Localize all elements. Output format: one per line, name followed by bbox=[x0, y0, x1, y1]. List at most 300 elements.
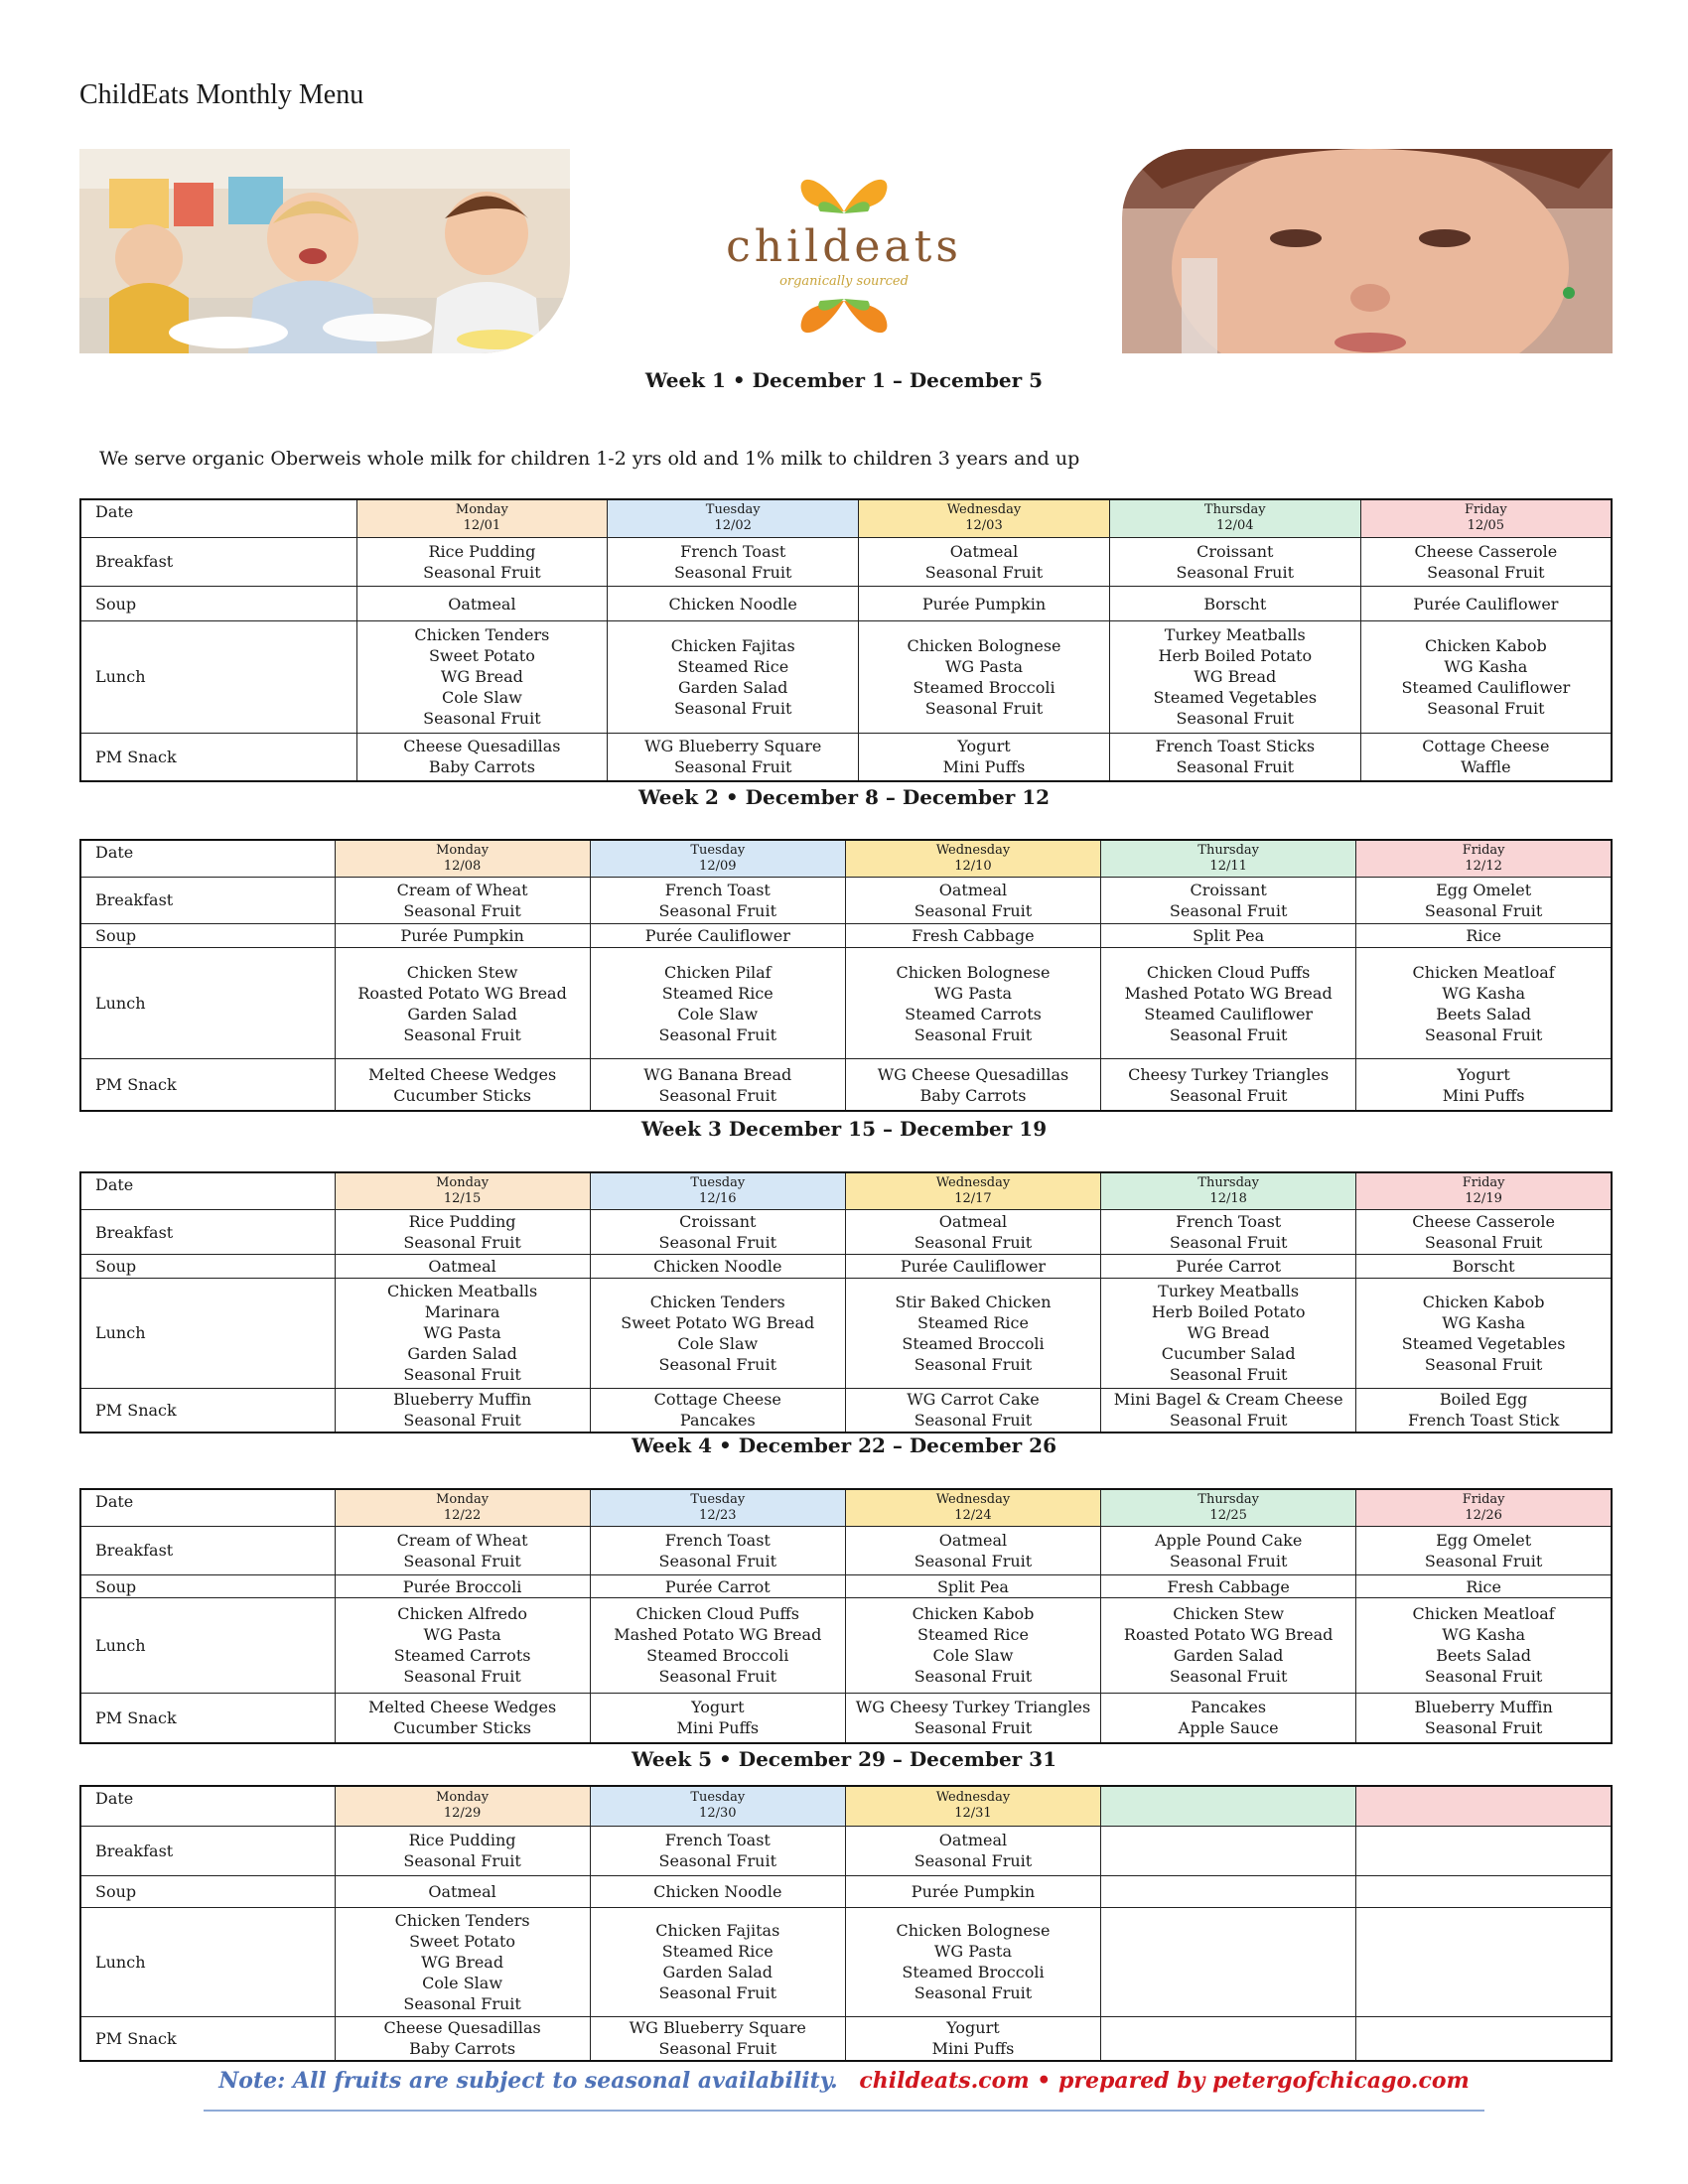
breakfast-item: Rice Pudding bbox=[428, 541, 536, 561]
breakfast-item: Seasonal Fruit bbox=[423, 562, 541, 582]
snack-item: Baby Carrots bbox=[409, 2039, 516, 2059]
day-date: 12/15 bbox=[443, 1190, 482, 1206]
day-date: 12/23 bbox=[699, 1508, 737, 1524]
date-row-label: Date bbox=[80, 499, 356, 537]
date-cell bbox=[1356, 1172, 1612, 1209]
breakfast-item: Seasonal Fruit bbox=[924, 562, 1044, 582]
soup-cell bbox=[590, 923, 845, 947]
soup-item: Split Pea bbox=[936, 1576, 1009, 1596]
snack-item: Pancakes bbox=[1191, 1698, 1267, 1717]
breakfast-cell bbox=[1356, 1209, 1612, 1255]
breakfast-item: Cheese Casserole bbox=[1412, 1212, 1556, 1232]
lunch-cell bbox=[1101, 1907, 1356, 2016]
snack-cell bbox=[608, 733, 859, 781]
breakfast-cell bbox=[590, 1826, 845, 1875]
week-4-title: Week 4 • December 22 – December 26 bbox=[632, 1433, 1056, 1457]
date-cell bbox=[1109, 499, 1360, 537]
soup-item: Purée Pumpkin bbox=[911, 1881, 1036, 1901]
snack-cell bbox=[845, 2016, 1100, 2061]
lunch-item: Chicken Stew bbox=[1173, 1604, 1285, 1624]
breakfast-cell bbox=[590, 877, 845, 923]
soup-cell bbox=[590, 1255, 845, 1278]
document-title: ChildEats Monthly Menu bbox=[79, 79, 364, 110]
breakfast-cell bbox=[1101, 1527, 1356, 1575]
breakfast-item: Egg Omelet bbox=[1436, 880, 1532, 899]
lunch-cell bbox=[590, 1907, 845, 2016]
breakfast-item: Oatmeal bbox=[938, 880, 1008, 899]
lunch-item: Chicken Alfredo bbox=[397, 1604, 527, 1624]
day-date: 12/22 bbox=[443, 1508, 482, 1524]
lunch-item: Beets Salad bbox=[1436, 1646, 1532, 1666]
lunch-item: Seasonal Fruit bbox=[403, 1365, 521, 1385]
lunch-item: Beets Salad bbox=[1436, 1004, 1532, 1024]
footer-divider bbox=[204, 2110, 1484, 2112]
lunch-cell bbox=[590, 1278, 845, 1388]
snack-item: Cheesy Turkey Triangles bbox=[1128, 1064, 1330, 1084]
day-date: 12/08 bbox=[443, 858, 482, 874]
lunch-cell bbox=[335, 1598, 590, 1693]
breakfast-item: French Toast bbox=[664, 880, 771, 899]
day-date: 12/12 bbox=[1465, 858, 1502, 874]
snack-item: WG Banana Bread bbox=[643, 1064, 792, 1084]
breakfast-item: Seasonal Fruit bbox=[403, 1551, 521, 1570]
lunch-item: Steamed Rice bbox=[916, 1625, 1029, 1645]
lunch-item: Steamed Rice bbox=[916, 1312, 1029, 1332]
day-date: 12/19 bbox=[1465, 1190, 1502, 1206]
soup-item: Chicken Noodle bbox=[653, 1257, 782, 1277]
lunch-item: Roasted Potato WG Bread bbox=[1123, 1625, 1334, 1645]
lunch-item: Chicken Cloud Puffs bbox=[1146, 962, 1311, 982]
soup-cell bbox=[590, 1875, 845, 1907]
lunch-cell bbox=[859, 621, 1110, 733]
breakfast-cell bbox=[1101, 1826, 1356, 1875]
lunch-item: Seasonal Fruit bbox=[1424, 1024, 1543, 1044]
logo-tagline: organically sourced bbox=[779, 274, 909, 289]
soup-cell bbox=[1101, 1574, 1356, 1597]
snack-item: Melted Cheese Wedges bbox=[367, 1698, 557, 1717]
breakfast-item: Seasonal Fruit bbox=[914, 1233, 1033, 1253]
lunch-item: Stir Baked Chicken bbox=[895, 1292, 1052, 1311]
childeats-logo-mark bbox=[685, 154, 1003, 352]
lunch-item: Mashed Potato WG Bread bbox=[1124, 983, 1333, 1003]
snack-cell bbox=[1356, 2016, 1612, 2061]
week-4-menu-table bbox=[79, 1488, 1613, 1744]
date-cell bbox=[590, 1786, 845, 1826]
children-eating-image bbox=[79, 149, 570, 353]
breakfast-cell bbox=[1360, 537, 1612, 586]
lunch-item: Seasonal Fruit bbox=[924, 698, 1044, 718]
lunch-item: Chicken Cloud Puffs bbox=[635, 1604, 799, 1624]
breakfast-item: Seasonal Fruit bbox=[1427, 562, 1545, 582]
day-date: 12/18 bbox=[1209, 1190, 1247, 1206]
soup-cell bbox=[335, 923, 590, 947]
soup-item: Borscht bbox=[1203, 594, 1267, 614]
breakfast-row-label: Breakfast bbox=[80, 537, 356, 586]
lunch-item: Roasted Potato WG Bread bbox=[357, 983, 567, 1003]
snack-item: Seasonal Fruit bbox=[658, 1085, 777, 1105]
day-name: Tuesday bbox=[690, 1174, 746, 1190]
breakfast-item: Cream of Wheat bbox=[396, 1530, 528, 1550]
lunch-item: Steamed Broccoli bbox=[913, 677, 1055, 697]
breakfast-row-label: Breakfast bbox=[80, 877, 335, 923]
date-cell bbox=[859, 499, 1110, 537]
breakfast-cell bbox=[845, 1527, 1100, 1575]
day-name: Friday bbox=[1462, 1174, 1505, 1190]
breakfast-item: Cheese Casserole bbox=[1414, 541, 1558, 561]
snack-item: Baby Carrots bbox=[919, 1085, 1027, 1105]
snack-item: Blueberry Muffin bbox=[392, 1390, 532, 1410]
lunch-item: WG Kasha bbox=[1442, 983, 1526, 1003]
week-5-menu-table bbox=[79, 1785, 1613, 2062]
soup-item: Split Pea bbox=[1193, 925, 1265, 945]
day-date: 12/02 bbox=[714, 518, 752, 534]
date-cell bbox=[335, 1786, 590, 1826]
breakfast-item: Seasonal Fruit bbox=[673, 562, 792, 582]
snack-cell bbox=[1101, 1388, 1356, 1433]
snack-cell bbox=[1360, 733, 1612, 781]
lunch-cell bbox=[590, 947, 845, 1058]
lunch-item: Seasonal Fruit bbox=[1169, 1365, 1288, 1385]
date-cell bbox=[335, 1489, 590, 1527]
soup-row-label: Soup bbox=[80, 923, 335, 947]
soup-item: Rice bbox=[1466, 925, 1501, 945]
day-name: Monday bbox=[436, 842, 490, 858]
date-cell bbox=[356, 499, 608, 537]
child-closeup-photo bbox=[1122, 149, 1613, 353]
soup-cell bbox=[845, 923, 1100, 947]
soup-cell bbox=[590, 1574, 845, 1597]
lunch-item: Steamed Rice bbox=[661, 1942, 774, 1961]
lunch-item: WG Pasta bbox=[423, 1625, 501, 1645]
lunch-row-label: Lunch bbox=[80, 621, 356, 733]
snack-row-label: PM Snack bbox=[80, 1059, 335, 1111]
snack-cell bbox=[590, 1059, 845, 1111]
footer-site-credit[interactable]: childeats.com • prepared by petergofchicago.com bbox=[859, 2068, 1470, 2094]
soup-cell bbox=[1360, 586, 1612, 620]
breakfast-item: Seasonal Fruit bbox=[1424, 1551, 1543, 1570]
snack-item: WG Cheesy Turkey Triangles bbox=[855, 1698, 1091, 1717]
breakfast-cell bbox=[335, 1209, 590, 1255]
lunch-item: Seasonal Fruit bbox=[1176, 709, 1295, 729]
lunch-item: Chicken Bolognese bbox=[896, 962, 1051, 982]
soup-cell bbox=[1356, 1875, 1612, 1907]
soup-item: Purée Cauliflower bbox=[1413, 594, 1559, 614]
lunch-item: WG Pasta bbox=[944, 656, 1024, 676]
breakfast-row-label: Breakfast bbox=[80, 1527, 335, 1575]
snack-row-label: PM Snack bbox=[80, 733, 356, 781]
day-name: Monday bbox=[455, 502, 508, 518]
lunch-item: WG Kasha bbox=[1442, 1625, 1526, 1645]
lunch-item: Chicken Meatloaf bbox=[1412, 962, 1555, 982]
snack-item: French Toast Sticks bbox=[1155, 737, 1316, 756]
lunch-item: Turkey Meatballs bbox=[1158, 1282, 1300, 1301]
soup-cell bbox=[1356, 1574, 1612, 1597]
date-cell bbox=[590, 1172, 845, 1209]
day-name: Wednesday bbox=[935, 1492, 1011, 1508]
soup-cell bbox=[335, 1875, 590, 1907]
day-name: Thursday bbox=[1197, 842, 1260, 858]
lunch-item: Steamed Vegetables bbox=[1401, 1333, 1566, 1353]
footer-note: Note: All fruits are subject to seasonal availability. bbox=[218, 2068, 838, 2094]
date-cell bbox=[1101, 1786, 1356, 1826]
snack-item: Seasonal Fruit bbox=[658, 2039, 777, 2059]
day-name: Wednesday bbox=[935, 842, 1011, 858]
soup-cell bbox=[1109, 586, 1360, 620]
lunch-cell bbox=[1356, 947, 1612, 1058]
breakfast-item: Seasonal Fruit bbox=[914, 900, 1033, 920]
breakfast-item: Croissant bbox=[679, 1212, 757, 1232]
snack-cell bbox=[1101, 1059, 1356, 1111]
lunch-item: Chicken Bolognese bbox=[907, 635, 1061, 655]
breakfast-cell bbox=[608, 537, 859, 586]
date-row-label: Date bbox=[80, 840, 335, 877]
day-name: Thursday bbox=[1197, 1492, 1260, 1508]
breakfast-cell bbox=[845, 877, 1100, 923]
date-cell bbox=[1101, 840, 1356, 877]
lunch-item: Seasonal Fruit bbox=[914, 1667, 1033, 1687]
snack-item: Apple Sauce bbox=[1178, 1718, 1279, 1738]
snack-cell bbox=[335, 1693, 590, 1743]
breakfast-item: Oatmeal bbox=[949, 541, 1019, 561]
snack-item: Mini Puffs bbox=[942, 757, 1026, 777]
lunch-cell bbox=[845, 1278, 1100, 1388]
lunch-item: Seasonal Fruit bbox=[914, 1354, 1033, 1374]
lunch-item: Turkey Meatballs bbox=[1164, 625, 1306, 645]
lunch-item: Chicken Pilaf bbox=[663, 962, 772, 982]
day-name: Friday bbox=[1462, 1492, 1505, 1508]
snack-item: Cottage Cheese bbox=[653, 1390, 781, 1410]
snack-item: Mini Puffs bbox=[931, 2039, 1015, 2059]
breakfast-item: Egg Omelet bbox=[1436, 1530, 1532, 1550]
lunch-item: Seasonal Fruit bbox=[673, 698, 792, 718]
breakfast-cell bbox=[859, 537, 1110, 586]
date-cell bbox=[845, 1489, 1100, 1527]
breakfast-item: Cream of Wheat bbox=[396, 880, 528, 899]
breakfast-cell bbox=[1109, 537, 1360, 586]
soup-row-label: Soup bbox=[80, 1574, 335, 1597]
breakfast-item: Rice Pudding bbox=[408, 1212, 516, 1232]
soup-cell bbox=[845, 1574, 1100, 1597]
date-row-label: Date bbox=[80, 1489, 335, 1527]
lunch-item: Herb Boiled Potato bbox=[1158, 646, 1313, 666]
breakfast-row-label: Breakfast bbox=[80, 1209, 335, 1255]
lunch-item: Steamed Broccoli bbox=[902, 1333, 1045, 1353]
lunch-item: Seasonal Fruit bbox=[1424, 1354, 1543, 1374]
lunch-item: Seasonal Fruit bbox=[658, 1667, 777, 1687]
date-row-label: Date bbox=[80, 1172, 335, 1209]
lunch-item: Chicken Tenders bbox=[649, 1292, 785, 1311]
snack-item: Pancakes bbox=[679, 1411, 756, 1431]
snack-item: Boiled Egg bbox=[1439, 1390, 1528, 1410]
snack-cell bbox=[1356, 1693, 1612, 1743]
snack-item: WG Blueberry Square bbox=[644, 737, 822, 756]
breakfast-item: Oatmeal bbox=[938, 1530, 1008, 1550]
lunch-cell bbox=[356, 621, 608, 733]
lunch-cell bbox=[335, 1278, 590, 1388]
snack-item: Seasonal Fruit bbox=[914, 1411, 1033, 1431]
breakfast-row-label: Breakfast bbox=[80, 1826, 335, 1875]
date-cell bbox=[1360, 499, 1612, 537]
lunch-item: WG Bread bbox=[421, 1952, 504, 1972]
week-3-title: Week 3 December 15 – December 19 bbox=[640, 1117, 1048, 1141]
snack-item: Mini Puffs bbox=[1442, 1085, 1525, 1105]
lunch-item: Seasonal Fruit bbox=[423, 709, 541, 729]
lunch-item: Chicken Fajitas bbox=[655, 1921, 780, 1940]
breakfast-item: Seasonal Fruit bbox=[403, 900, 521, 920]
soup-item: Fresh Cabbage bbox=[912, 925, 1035, 945]
snack-cell bbox=[335, 1059, 590, 1111]
lunch-item: WG Bread bbox=[1194, 667, 1277, 687]
lunch-item: Seasonal Fruit bbox=[1169, 1024, 1288, 1044]
lunch-item: Garden Salad bbox=[407, 1344, 517, 1364]
lunch-item: Seasonal Fruit bbox=[1169, 1667, 1288, 1687]
milk-policy-note: We serve organic Oberweis whole milk for children 1-2 yrs old and 1% milk to children 3 years and up bbox=[99, 448, 1080, 470]
day-date: 12/16 bbox=[699, 1190, 737, 1206]
breakfast-item: French Toast bbox=[680, 541, 786, 561]
childeats-logo bbox=[685, 154, 1003, 352]
lunch-item: Steamed Carrots bbox=[393, 1646, 531, 1666]
breakfast-cell bbox=[845, 1826, 1100, 1875]
soup-cell bbox=[845, 1875, 1100, 1907]
snack-item: Seasonal Fruit bbox=[1169, 1411, 1288, 1431]
lunch-item: Garden Salad bbox=[407, 1004, 517, 1024]
soup-cell bbox=[608, 586, 859, 620]
day-name: Thursday bbox=[1197, 1174, 1260, 1190]
breakfast-cell bbox=[356, 537, 608, 586]
week-1-title: Week 1 • December 1 – December 5 bbox=[644, 368, 1044, 392]
lunch-item: Cole Slaw bbox=[441, 688, 522, 708]
lunch-item: Chicken Fajitas bbox=[670, 635, 795, 655]
date-cell bbox=[1101, 1172, 1356, 1209]
breakfast-cell bbox=[845, 1209, 1100, 1255]
day-date: 12/05 bbox=[1467, 518, 1505, 534]
day-name: Wednesday bbox=[935, 1174, 1011, 1190]
lunch-item: WG Pasta bbox=[933, 983, 1012, 1003]
day-name: Wednesday bbox=[946, 502, 1022, 518]
snack-row-label: PM Snack bbox=[80, 1388, 335, 1433]
breakfast-cell bbox=[590, 1527, 845, 1575]
lunch-item: Steamed Broccoli bbox=[902, 1963, 1045, 1981]
snack-cell bbox=[1101, 2016, 1356, 2061]
soup-cell bbox=[1101, 923, 1356, 947]
day-date: 12/31 bbox=[954, 1806, 992, 1822]
lunch-item: Steamed Cauliflower bbox=[1401, 677, 1571, 697]
lunch-cell bbox=[608, 621, 859, 733]
date-cell bbox=[335, 840, 590, 877]
lunch-item: Chicken Meatloaf bbox=[1412, 1604, 1555, 1624]
snack-cell bbox=[1101, 1693, 1356, 1743]
lunch-cell bbox=[1356, 1907, 1612, 2016]
lunch-cell bbox=[335, 947, 590, 1058]
lunch-row-label: Lunch bbox=[80, 1907, 335, 2016]
breakfast-cell bbox=[1356, 1826, 1612, 1875]
day-name: Friday bbox=[1464, 502, 1507, 518]
lunch-cell bbox=[335, 1907, 590, 2016]
lunch-item: Sweet Potato bbox=[409, 1931, 516, 1951]
soup-cell bbox=[335, 1574, 590, 1597]
snack-row-label: PM Snack bbox=[80, 2016, 335, 2061]
lunch-item: Mashed Potato WG Bread bbox=[614, 1625, 822, 1645]
lunch-item: Seasonal Fruit bbox=[1427, 698, 1545, 718]
date-cell bbox=[1356, 1786, 1612, 1826]
date-cell bbox=[608, 499, 859, 537]
day-date: 12/24 bbox=[954, 1508, 992, 1524]
soup-row-label: Soup bbox=[80, 1875, 335, 1907]
day-date: 12/25 bbox=[1209, 1508, 1247, 1524]
lunch-cell bbox=[590, 1598, 845, 1693]
soup-item: Purée Carrot bbox=[664, 1576, 771, 1596]
day-name: Wednesday bbox=[935, 1790, 1011, 1806]
lunch-item: Steamed Broccoli bbox=[646, 1646, 789, 1666]
soup-item: Purée Cauliflower bbox=[900, 1257, 1047, 1277]
snack-item: Mini Puffs bbox=[676, 1718, 760, 1738]
breakfast-item: French Toast bbox=[664, 1831, 771, 1849]
snack-cell bbox=[859, 733, 1110, 781]
soup-row-label: Soup bbox=[80, 586, 356, 620]
lunch-item: Chicken Tenders bbox=[394, 1910, 530, 1930]
day-name: Monday bbox=[436, 1174, 490, 1190]
soup-item: Chicken Noodle bbox=[653, 1881, 782, 1901]
snack-cell bbox=[845, 1388, 1100, 1433]
soup-item: Purée Cauliflower bbox=[644, 925, 790, 945]
snack-item: WG Cheese Quesadillas bbox=[877, 1064, 1069, 1084]
breakfast-cell bbox=[1356, 1527, 1612, 1575]
snack-item: Melted Cheese Wedges bbox=[367, 1064, 557, 1084]
lunch-item: Steamed Rice bbox=[677, 656, 789, 676]
lunch-item: WG Kasha bbox=[1444, 656, 1528, 676]
snack-item: Seasonal Fruit bbox=[673, 757, 792, 777]
snack-item: French Toast Stick bbox=[1407, 1411, 1560, 1431]
day-name: Friday bbox=[1462, 842, 1505, 858]
day-date: 12/11 bbox=[1209, 858, 1247, 874]
lunch-item: Chicken Tenders bbox=[414, 625, 550, 645]
snack-item: Seasonal Fruit bbox=[403, 1411, 521, 1431]
day-date: 12/01 bbox=[463, 518, 501, 534]
soup-item: Chicken Noodle bbox=[668, 594, 797, 614]
lunch-item: Sweet Potato WG Bread bbox=[621, 1312, 815, 1332]
snack-cell bbox=[845, 1059, 1100, 1111]
soup-cell bbox=[356, 586, 608, 620]
logo-wordmark: childeats bbox=[726, 221, 962, 272]
week-2-title: Week 2 • December 8 – December 12 bbox=[637, 785, 1051, 809]
soup-item: Rice bbox=[1466, 1576, 1501, 1596]
day-date: 12/09 bbox=[699, 858, 737, 874]
snack-cell bbox=[590, 2016, 845, 2061]
lunch-item: Steamed Cauliflower bbox=[1144, 1004, 1314, 1024]
day-date: 12/29 bbox=[443, 1806, 482, 1822]
soup-item: Borscht bbox=[1452, 1257, 1515, 1277]
lunch-item: Chicken Meatballs bbox=[386, 1282, 538, 1301]
snack-row-label: PM Snack bbox=[80, 1693, 335, 1743]
lunch-row-label: Lunch bbox=[80, 947, 335, 1058]
day-name: Monday bbox=[436, 1790, 490, 1806]
breakfast-item: Seasonal Fruit bbox=[914, 1851, 1033, 1870]
lunch-cell bbox=[1101, 1598, 1356, 1693]
day-name: Thursday bbox=[1203, 502, 1266, 518]
soup-row-label: Soup bbox=[80, 1255, 335, 1278]
breakfast-cell bbox=[335, 1826, 590, 1875]
lunch-row-label: Lunch bbox=[80, 1598, 335, 1693]
day-name: Tuesday bbox=[690, 842, 746, 858]
snack-cell bbox=[1356, 1059, 1612, 1111]
day-name: Tuesday bbox=[690, 1790, 746, 1806]
snack-item: Yogurt bbox=[691, 1698, 745, 1717]
footer bbox=[0, 2068, 1688, 2094]
breakfast-cell bbox=[1101, 877, 1356, 923]
breakfast-item: Seasonal Fruit bbox=[403, 1851, 521, 1870]
lunch-item: Chicken Kabob bbox=[1424, 635, 1547, 655]
soup-cell bbox=[1101, 1255, 1356, 1278]
